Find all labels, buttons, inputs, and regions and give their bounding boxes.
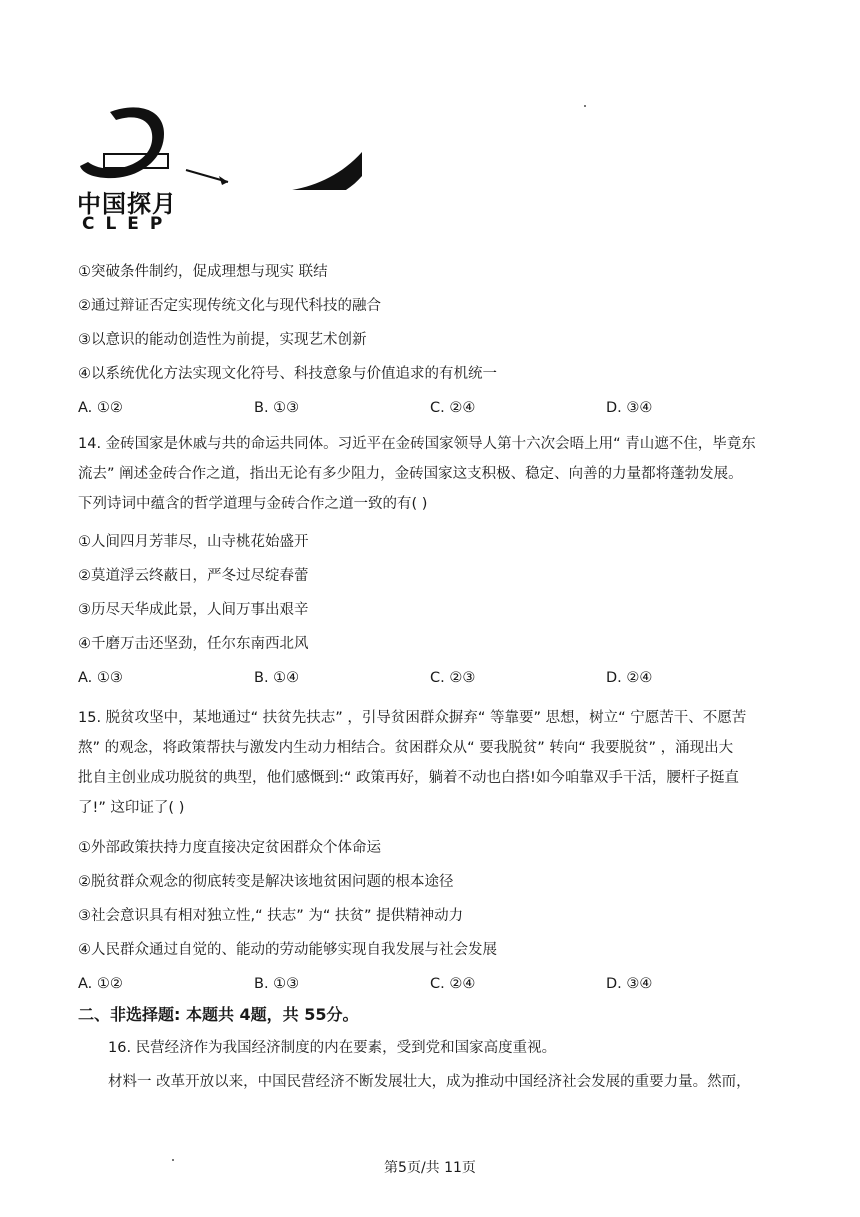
q15-stem-line-2: 熬” 的观念，将政策帮扶与激发内生动力相结合。贫困群众从“ 要我脱贫” 转向“ 我要脱贫” ，涌现出大 <box>78 740 734 756</box>
q14-statement-1: ①人间四月芳菲尽，山寺桃花始盛开 <box>78 534 309 550</box>
q15-option-c: C. ②④ <box>430 976 476 992</box>
q15-stem-line-3: 批自主创业成功脱贫的典型，他们感慨到:“ 政策再好，躺着不动也白搭!如今咱靠双手干活，腰杆子挺直 <box>78 770 739 786</box>
q15-statement-2: ②脱贫群众观念的彻底转变是解决该地贫困问题的根本途径 <box>78 874 454 890</box>
q15-statement-3: ③社会意识具有相对独立性,“ 扶志” 为“ 扶贫” 提供精神动力 <box>78 908 464 924</box>
q15-option-d: D. ③④ <box>606 976 653 992</box>
q14-options <box>78 668 798 688</box>
q14-stem-line-3: 下列诗词中蕴含的哲学道理与金砖合作之道一致的有( ) <box>78 496 428 512</box>
q15-option-b: B. ①③ <box>254 976 300 992</box>
q13-option-b: B. ①③ <box>254 400 300 416</box>
q13-statement-4: ④以系统优化方法实现文化符号、科技意象与价值追求的有机统一 <box>78 366 497 382</box>
section-heading: 二、非选择题: 本题共 4题，共 55分。 <box>78 1005 359 1024</box>
page-number: 第5页/共 11页 <box>384 1160 476 1176</box>
q15-statement-4: ④人民群众通过自觉的、能动的劳动能够实现自我发展与社会发展 <box>78 942 497 958</box>
q16-intro: 16. 民营经济作为我国经济制度的内在要素，受到党和国家高度重视。 <box>108 1040 557 1056</box>
q14-option-d: D. ②④ <box>606 670 653 686</box>
q14-option-a: A. ①③ <box>78 670 123 686</box>
q14-statement-3: ③历尽天华成此景，人间万事出艰辛 <box>78 602 309 618</box>
q14-stem-line-1: 14. 金砖国家是休戚与共的命运共同体。习近平在金砖国家领导人第十六次会晤上用“ 青山遮不住，毕竟东 <box>78 436 756 452</box>
q14-statement-2: ②莫道浮云终蔽日，严冬过尽绽春蕾 <box>78 568 309 584</box>
q15-statement-1: ①外部政策扶持力度直接决定贫困群众个体命运 <box>78 840 381 856</box>
lunar-probe-logo-icon <box>76 100 376 190</box>
logo-text-english: CLEP <box>82 214 174 234</box>
q13-statement-3: ③以意识的能动创造性为前提，实现艺术创新 <box>78 332 367 348</box>
q13-statement-2: ②通过辩证否定实现传统文化与现代科技的融合 <box>78 298 381 314</box>
q14-statement-4: ④千磨万击还坚劲，任尔东南西北风 <box>78 636 309 652</box>
logo-text-chinese: 中国探月 <box>77 190 177 218</box>
q13-option-d: D. ③④ <box>606 400 653 416</box>
q15-stem-line-1: 15. 脱贫攻坚中，某地通过“ 扶贫先扶志” ，引导贫困群众摒弃“ 等靠要” 思想，树立“ 宁愿苦干、不愿苦 <box>78 710 747 726</box>
q14-option-b: B. ①④ <box>254 670 300 686</box>
q15-option-a: A. ①② <box>78 976 123 992</box>
q15-stem-line-4: 了!” 这印证了( ) <box>78 800 185 816</box>
q13-option-c: C. ②④ <box>430 400 476 416</box>
scan-dot <box>584 105 586 107</box>
q13-options <box>78 398 798 418</box>
q13-statement-1: ①突破条件制约，促成理想与现实 联结 <box>78 264 328 280</box>
q14-stem-line-2: 流去” 阐述金砖合作之道，指出无论有多少阻力，金砖国家这支积极、稳定、向善的力量都将蓬勃发展。 <box>78 466 743 482</box>
clep-logo <box>76 100 376 240</box>
q14-option-c: C. ②③ <box>430 670 476 686</box>
q15-options <box>78 974 798 994</box>
q13-option-a: A. ①② <box>78 400 123 416</box>
q16-material-1: 材料一 改革开放以来，中国民营经济不断发展壮大，成为推动中国经济社会发展的重要力量。然而， <box>108 1074 751 1090</box>
